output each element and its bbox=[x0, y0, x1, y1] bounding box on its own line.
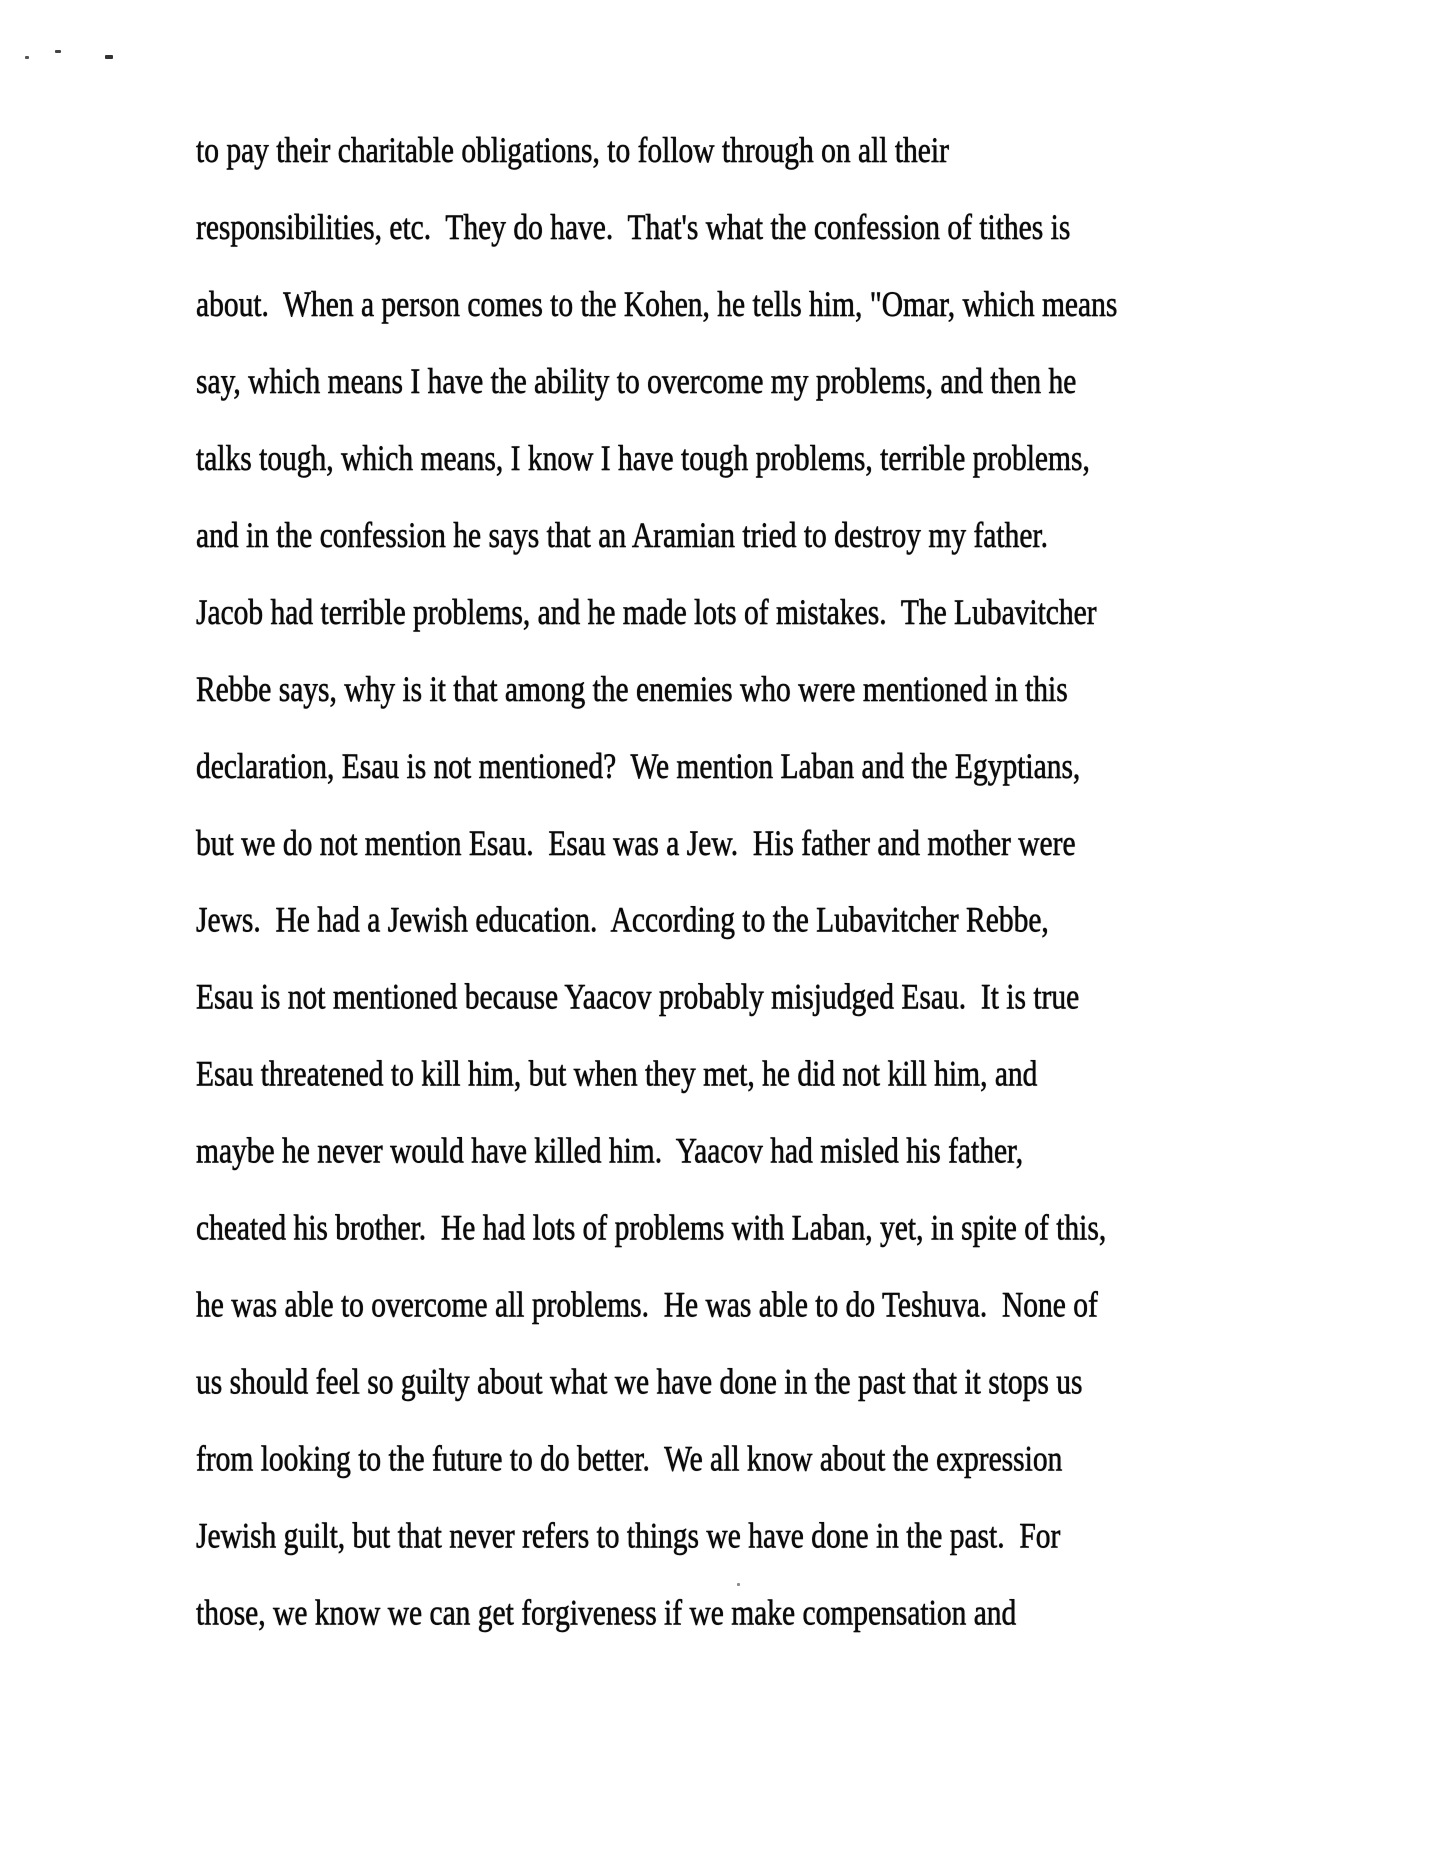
scan-speck bbox=[25, 56, 29, 59]
text-line: to pay their charitable obligations, to follow through on all their bbox=[196, 131, 949, 171]
scan-speck bbox=[55, 50, 61, 53]
text-line: cheated his brother. He had lots of problems with Laban, yet, in spite of this, bbox=[196, 1209, 1107, 1249]
text-line: Jews. He had a Jewish education. According to the Lubavitcher Rebbe, bbox=[196, 901, 1049, 941]
text-line: say, which means I have the ability to overcome my problems, and then he bbox=[196, 362, 1077, 402]
text-line: talks tough, which means, I know I have tough problems, terrible problems, bbox=[196, 439, 1090, 479]
text-line: Rebbe says, why is it that among the enemies who were mentioned in this bbox=[196, 670, 1068, 710]
text-line: Esau is not mentioned because Yaacov probably misjudged Esau. It is true bbox=[196, 978, 1080, 1018]
scan-speck bbox=[105, 55, 113, 59]
text-line: from looking to the future to do better. We all know about the expression bbox=[196, 1440, 1063, 1480]
text-line: Jewish guilt, but that never refers to things we have done in the past. For bbox=[196, 1517, 1061, 1557]
text-line: he was able to overcome all problems. He was able to do Teshuva. None of bbox=[196, 1286, 1098, 1326]
text-line: Jacob had terrible problems, and he made lots of mistakes. The Lubavitcher bbox=[196, 593, 1097, 633]
text-line: declaration, Esau is not mentioned? We mention Laban and the Egyptians, bbox=[196, 747, 1081, 787]
text-line: maybe he never would have killed him. Yaacov had misled his father, bbox=[196, 1132, 1024, 1172]
text-line: and in the confession he says that an Aramian tried to destroy my father. bbox=[196, 516, 1048, 556]
text-line: Esau threatened to kill him, but when they met, he did not kill him, and bbox=[196, 1055, 1038, 1095]
text-line: those, we know we can get forgiveness if we make compensation and bbox=[196, 1594, 1017, 1634]
text-line: about. When a person comes to the Kohen, he tells him, "Omar, which means bbox=[196, 285, 1118, 325]
text-line: responsibilities, etc. They do have. That's what the confession of tithes is bbox=[196, 208, 1071, 248]
document-text-block bbox=[196, 113, 1117, 1653]
text-line: us should feel so guilty about what we have done in the past that it stops us bbox=[196, 1363, 1083, 1403]
text-line: but we do not mention Esau. Esau was a Jew. His father and mother were bbox=[196, 824, 1076, 864]
